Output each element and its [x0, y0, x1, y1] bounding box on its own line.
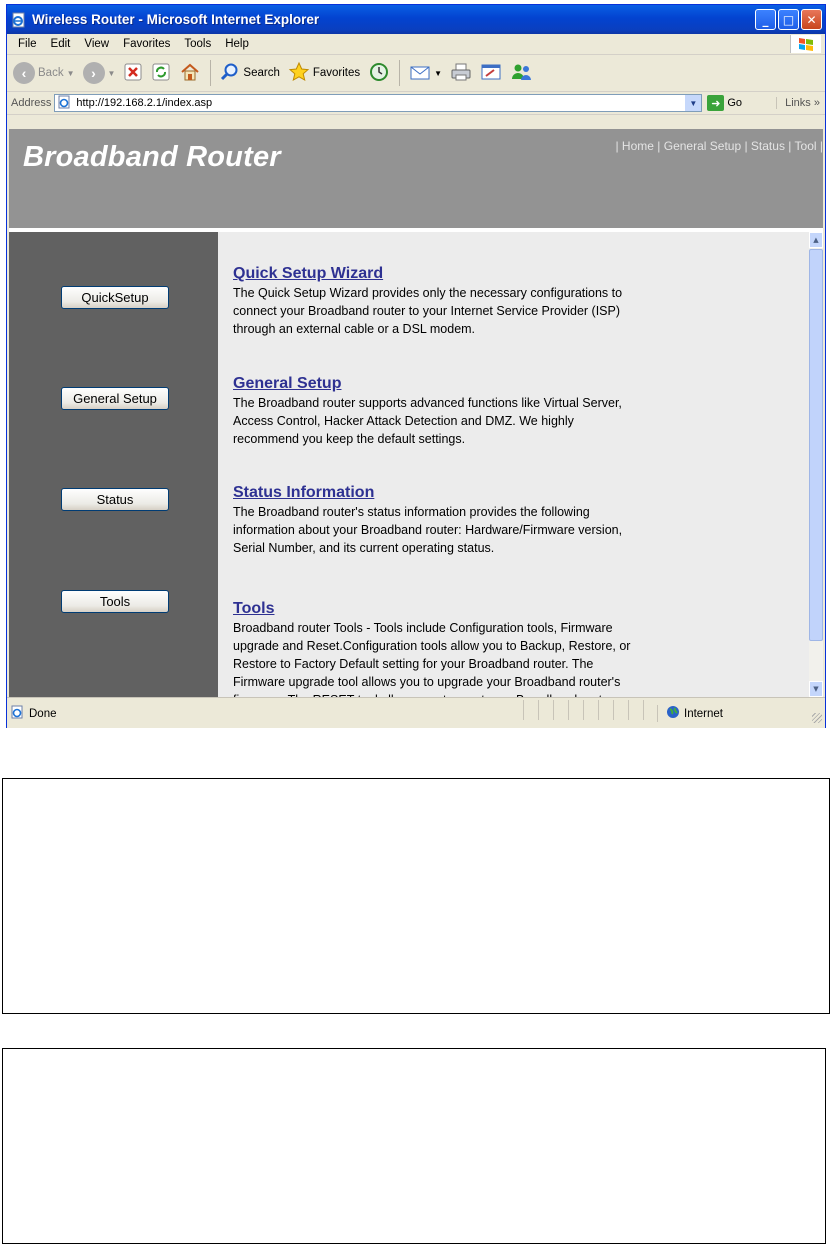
- status-button[interactable]: Status: [61, 488, 169, 511]
- desc-line: connect your Broadband router to your Internet Service Provider (ISP): [233, 304, 620, 318]
- mail-button[interactable]: [407, 62, 444, 85]
- desc-line: recommend you keep the default settings.: [233, 432, 466, 446]
- tools-link[interactable]: Tools: [233, 600, 275, 617]
- close-icon: ✕: [806, 12, 817, 27]
- address-dropdown-icon[interactable]: ▼: [685, 95, 701, 111]
- forward-button[interactable]: [81, 62, 118, 84]
- desc-line: upgrade and Reset.Configuration tools allow you to Backup, Restore, or: [233, 639, 631, 653]
- stop-icon: [123, 62, 143, 85]
- desc-line: The Broadband router's status information provides the following: [233, 505, 590, 519]
- messenger-button[interactable]: [508, 62, 536, 85]
- section-status-information: [233, 483, 703, 557]
- desc-line: The Broadband router supports advanced functions like Virtual Server,: [233, 396, 622, 410]
- windows-logo-icon: [790, 35, 821, 53]
- go-button[interactable]: [707, 95, 742, 111]
- vertical-scrollbar[interactable]: [809, 232, 823, 697]
- nav-general-setup[interactable]: General Setup: [663, 139, 742, 153]
- nav-home[interactable]: Home: [621, 139, 654, 153]
- forward-dropdown-icon: ▼: [107, 68, 116, 78]
- chevron-right-icon: »: [813, 97, 820, 109]
- status-bar: [7, 697, 825, 728]
- desc-line: through an external cable or a DSL modem.: [233, 322, 476, 336]
- status-panel: [583, 700, 598, 720]
- status-text: [11, 705, 57, 722]
- browser-window: [6, 4, 826, 728]
- search-button[interactable]: [218, 62, 281, 85]
- stop-button[interactable]: [121, 62, 145, 85]
- quick-setup-wizard-link[interactable]: Quick Setup Wizard: [233, 265, 384, 282]
- desc-line: Serial Number, and its current operating status.: [233, 541, 495, 555]
- search-icon: [220, 62, 240, 85]
- history-button[interactable]: [366, 61, 392, 86]
- desc-line: Restore to Factory Default setting for your Broadband router. The: [233, 657, 594, 671]
- standard-toolbar: [7, 55, 825, 92]
- print-button[interactable]: [448, 62, 474, 85]
- page-viewport: [9, 129, 823, 697]
- desc-line: Firmware upgrade tool allows you to upgrade your Broadband router's: [233, 675, 621, 689]
- ie-page-icon: [58, 95, 72, 112]
- general-setup-button[interactable]: General Setup: [61, 387, 169, 410]
- quicksetup-button[interactable]: QuickSetup: [61, 286, 169, 309]
- status-label: Done: [29, 707, 57, 720]
- globe-icon: [666, 705, 680, 722]
- menu-tools[interactable]: Tools: [184, 38, 212, 50]
- status-information-link[interactable]: Status Information: [233, 484, 375, 501]
- go-label: Go: [727, 97, 743, 109]
- status-panel: [613, 700, 628, 720]
- favorites-label: Favorites: [312, 67, 361, 79]
- menu-favorites[interactable]: Favorites: [123, 38, 171, 50]
- empty-box: [2, 778, 830, 1014]
- menu-help[interactable]: Help: [225, 38, 249, 50]
- links-toolbar[interactable]: [776, 97, 825, 109]
- window-title: Wireless Router - Microsoft Internet Explorer: [32, 12, 320, 27]
- status-panel: [628, 700, 643, 720]
- empty-box: [2, 1048, 826, 1244]
- minimize-button[interactable]: [755, 9, 776, 30]
- resize-grip-icon[interactable]: [812, 713, 822, 723]
- home-icon: [179, 61, 201, 86]
- section-quick-setup: [233, 264, 703, 338]
- status-panel: [568, 700, 583, 720]
- close-button[interactable]: [801, 9, 822, 30]
- ie-page-icon: [11, 12, 27, 28]
- general-setup-link[interactable]: General Setup: [233, 375, 342, 392]
- zone-label: Internet: [684, 707, 723, 720]
- section-description: [233, 503, 703, 557]
- desc-line: Broadband router Tools - Tools include Configuration tools, Firmware: [233, 621, 613, 635]
- top-navigation: | Home | General Setup | Status | Tool |: [615, 139, 823, 153]
- desc-line: The Quick Setup Wizard provides only the necessary configurations to: [233, 286, 623, 300]
- edit-button[interactable]: [478, 62, 504, 85]
- back-label: Back: [38, 67, 64, 79]
- section-description: [233, 394, 703, 448]
- status-panel: [538, 700, 553, 720]
- links-label: Links: [785, 97, 811, 109]
- address-label: Address: [11, 97, 52, 109]
- mail-dropdown-icon: ▼: [434, 68, 443, 78]
- nav-status[interactable]: Status: [750, 139, 785, 153]
- status-panels: [523, 700, 658, 720]
- tools-button[interactable]: Tools: [61, 590, 169, 613]
- desc-line: Access Control, Hacker Attack Detection and DMZ. We highly: [233, 414, 574, 428]
- history-icon: [368, 61, 390, 86]
- menu-view[interactable]: View: [84, 38, 110, 50]
- ie-page-icon: [11, 705, 25, 722]
- desc-line: information about your Broadband router: Hardware/Firmware version,: [233, 523, 623, 537]
- refresh-icon: [151, 62, 171, 85]
- toolbar-separator: [399, 60, 400, 86]
- address-input[interactable]: [54, 94, 702, 112]
- security-zone[interactable]: [657, 705, 723, 722]
- address-bar: [7, 92, 825, 115]
- menu-file[interactable]: File: [18, 38, 37, 50]
- search-label: Search: [243, 67, 280, 79]
- brand-title: Broadband Router: [23, 141, 281, 173]
- section-general-setup: [233, 374, 703, 448]
- star-icon: [288, 61, 310, 86]
- menu-bar: [7, 34, 825, 55]
- section-description: [233, 284, 703, 338]
- maximize-button[interactable]: [778, 9, 799, 30]
- scroll-up-icon[interactable]: ▲: [809, 232, 823, 248]
- section-description: [233, 619, 703, 709]
- scroll-thumb[interactable]: [809, 249, 823, 641]
- router-banner: [9, 129, 823, 228]
- status-panel: [598, 700, 613, 720]
- go-arrow-icon: ➜: [707, 95, 724, 111]
- status-panel: [553, 700, 568, 720]
- back-arrow-icon: ‹: [13, 62, 35, 84]
- refresh-button[interactable]: [149, 62, 173, 85]
- maximize-icon: □: [782, 12, 795, 27]
- side-menu: [9, 232, 218, 697]
- menu-edit[interactable]: Edit: [50, 38, 71, 50]
- mail-icon: [409, 62, 431, 85]
- status-panel: [643, 700, 658, 720]
- back-dropdown-icon: ▼: [66, 68, 75, 78]
- home-button[interactable]: [177, 61, 203, 86]
- edit-page-icon: [480, 62, 502, 85]
- printer-icon: [450, 62, 472, 85]
- toolbar-separator: [210, 60, 211, 86]
- address-url: http://192.168.2.1/index.asp: [76, 97, 213, 109]
- section-tools: [233, 599, 703, 709]
- status-panel: [523, 700, 538, 720]
- title-bar[interactable]: [7, 5, 825, 34]
- forward-arrow-icon: ›: [83, 62, 105, 84]
- minimize-icon: _: [762, 12, 769, 27]
- content-panel: [218, 232, 809, 697]
- back-button[interactable]: [11, 62, 77, 84]
- nav-tool[interactable]: Tool: [794, 139, 817, 153]
- scroll-down-icon[interactable]: ▼: [809, 681, 823, 697]
- messenger-icon: [510, 62, 534, 85]
- favorites-button[interactable]: [286, 61, 362, 86]
